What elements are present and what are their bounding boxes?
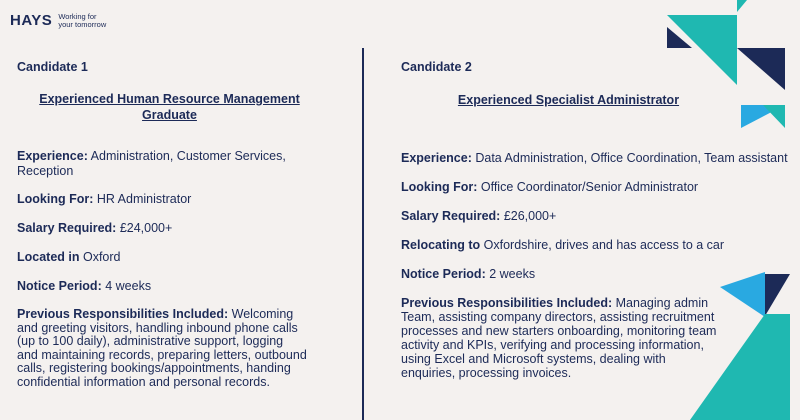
notice-label: Notice Period: bbox=[17, 279, 102, 293]
candidate-2-role-title bbox=[401, 92, 736, 108]
candidate-1-heading: Candidate 1 bbox=[17, 60, 88, 74]
looking-for-value: Office Coordinator/Senior Administrator bbox=[477, 180, 699, 194]
tagline-line-2: your tomorrow bbox=[58, 19, 107, 29]
candidate-2-notice-period bbox=[401, 267, 796, 282]
notice-label: Notice Period: bbox=[401, 267, 486, 281]
location-label: Located in bbox=[17, 250, 80, 264]
candidate-1-responsibilities bbox=[17, 308, 307, 389]
looking-for-value: HR Administrator bbox=[93, 192, 192, 206]
looking-for-label: Looking For: bbox=[17, 192, 94, 206]
relocating-label: Relocating to bbox=[401, 238, 481, 252]
candidate-1-looking-for bbox=[17, 192, 317, 207]
teal-sliver-top bbox=[737, 0, 747, 12]
candidate-1-column bbox=[17, 60, 317, 389]
candidate-2-looking-for bbox=[401, 180, 796, 195]
candidate-2-role-line-1: Experienced Specialist Administrator bbox=[457, 93, 680, 107]
column-divider bbox=[362, 48, 364, 420]
brand-tagline bbox=[58, 13, 106, 29]
salary-label: Salary Required: bbox=[401, 209, 501, 223]
experience-value: Administration, Customer Services, Reception bbox=[17, 149, 286, 178]
candidate-1-location bbox=[17, 250, 317, 265]
candidate-2-heading: Candidate 2 bbox=[401, 60, 472, 74]
experience-label: Experience: bbox=[401, 151, 472, 165]
responsibilities-label: Previous Responsibilities Included: bbox=[17, 307, 229, 321]
salary-label: Salary Required: bbox=[17, 221, 117, 235]
experience-label: Experience: bbox=[17, 149, 88, 163]
responsibilities-value: Managing admin Team, assisting company directors, assisting recruitment processes and new starters onboarding, monitoring team activity and KPIs, verifying and processing information, using Excel and Microsoft systems, dealing with enquiries, processing invoices. bbox=[401, 296, 717, 380]
brand-header bbox=[10, 12, 106, 29]
hays-logo: HAYS bbox=[10, 12, 53, 29]
candidate-1-role-line-2: Graduate bbox=[142, 108, 197, 122]
candidate-1-role-line-1: Experienced Human Resource Management bbox=[39, 92, 300, 106]
experience-value: Data Administration, Office Coordination, Team assistant bbox=[471, 151, 788, 165]
candidate-2-column bbox=[401, 60, 796, 380]
candidate-1-experience bbox=[17, 149, 297, 179]
candidate-2-relocating bbox=[401, 238, 796, 253]
looking-for-label: Looking For: bbox=[401, 180, 478, 194]
tagline-line-1: Working for bbox=[58, 11, 97, 21]
salary-value: £26,000+ bbox=[500, 209, 557, 223]
salary-value: £24,000+ bbox=[116, 221, 173, 235]
candidate-1-salary bbox=[17, 221, 317, 236]
candidate-2-responsibilities bbox=[401, 296, 719, 380]
candidate-1-role-title bbox=[17, 91, 322, 123]
responsibilities-value: Welcoming and greeting visitors, handling inbound phone calls (up to 100 daily), administrative support, logging and maintaining records, preparing letters, outbound calls, registering bookings/appointments, handing confidential information and personal records. bbox=[17, 307, 307, 389]
candidate-2-experience bbox=[401, 151, 796, 166]
location-value: Oxford bbox=[79, 250, 121, 264]
candidate-1-notice-period bbox=[17, 279, 317, 294]
responsibilities-label: Previous Responsibilities Included: bbox=[401, 296, 613, 310]
notice-value: 4 weeks bbox=[101, 279, 152, 293]
notice-value: 2 weeks bbox=[485, 267, 536, 281]
relocating-value: Oxfordshire, drives and has access to a car bbox=[480, 238, 725, 252]
candidate-2-salary bbox=[401, 209, 796, 224]
